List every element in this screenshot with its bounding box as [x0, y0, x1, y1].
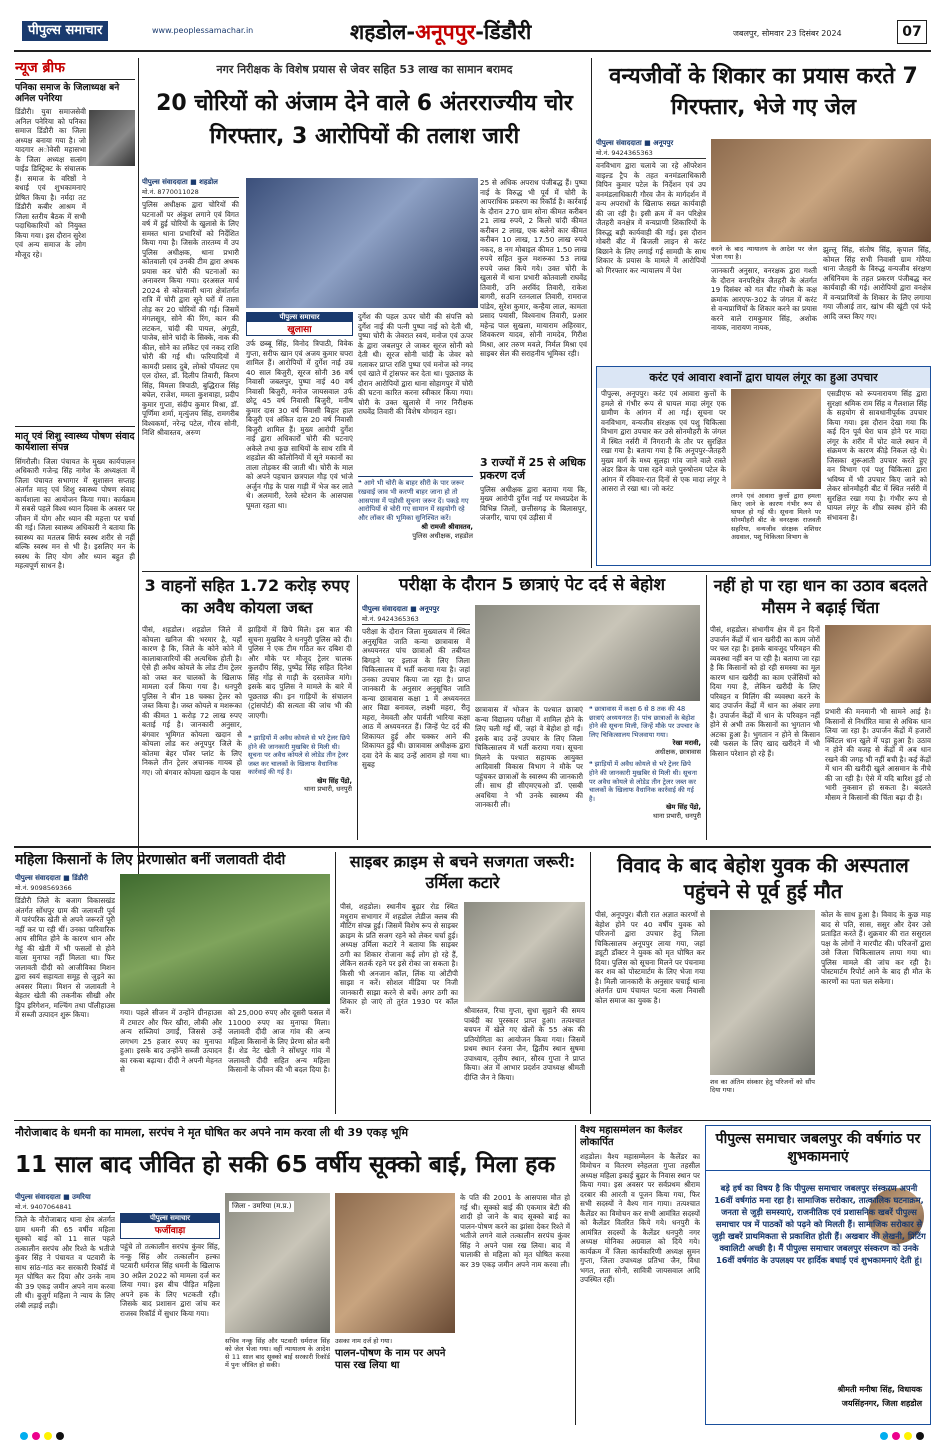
story-1-badge: पीपुल्स समाचार खुलासा [246, 312, 353, 336]
story-7-col-2: को 25,000 रुपए और दूसरी फसल में 11000 रुपए का मुनाफा मिला। जलावती दीदी आज गांव की अन्य महिला किसानों के लिए प्रेरणा स्रोत बनी हैं। शेड नेट खेती ने सोंधपुर गांव में जलावती दीदी सहित अन्य महिला किसानों के जीवन की भी बदल दिया है। [228, 1008, 330, 1074]
story-10-photo-2 [335, 1193, 455, 1333]
greeting-body: बड़े हर्ष का विषय है कि पीपुल्स समाचार जबलपुर संस्करण अपनी 16वीं वर्षगांठ मना रहा है। सामाजिक सरोकार, तात्कालिक घटनाक्रम, जनता से जुड़ी समस्याएं, राजनीतिक एवं प्रशासनिक खबरें पीपुल्स समाचार पत्र में पाठकों को पढ़ने को मिलती हैं। सामाजिक सरोकार से जुड़ी खबरें प्राथमिकता से प्रकाशित होती हैं। अखबार की लेखनी, प्रिंटिंग क्वालिटी अच्छी है। मैं पीपुल्स समाचार जबलपुर संस्करण को उनके 16वीं वर्षगांठ के उपलक्ष्य पर हार्दिक बधाई एवं शुभकामनाएं देती हूं। [712, 1183, 926, 1266]
story-9 [595, 852, 931, 1114]
quote-icon: ❝ [589, 705, 595, 713]
story-10-caption-2: उसका नाम दर्ज हो गया। [335, 1337, 393, 1345]
quote-icon: ❝ [248, 734, 254, 742]
story-4-quote-title: थाना प्रभारी, धनपुरी [304, 785, 352, 794]
registration-mark [56, 1432, 64, 1440]
brief-1-body: डिंडौरी। युवा समाजसेवी अनिल पनेरिया को पनिका समाज डिंडौरी का जिला अध्यक्ष बनाया गया है। जो यादगार अोवेसी महासभा के जिला अध्यक्ष सत्संग पाईड डिस्ट्रिक्ट के संचालक हैं। समाज के वरिष्ठों ने बधाई एवं शुभकामनाएं प्रेषित किया है। नर्मदा तट डिंडौरी कबीर आश्रम में जिला स्तरीय बैठक में सभी पदाधिकारियों को नियुक्त किया गया। इस दौरान सुरेश एवं अन्य समाज के लोग मौजूद रहे। [15, 107, 86, 259]
story-9-col-2: कोल के साथ हुआ है। विवाद के कुछ माह बाद से पति, सास, ससुर और देवर उसे प्रताड़ित करते हैं। शुक्रवार की रात ससुराल पक्ष के लोगों ने मारपीट की। परिजनों द्वारा उसे जिला चिकित्सालय लाया गया था। पुलिस मामले की जांच कर रही है। पोस्टमार्टम रिपोर्ट आने के बाद ही मौत के कारणों का पता चल सकेगा। [821, 910, 931, 986]
story-10-headline: 11 साल बाद जीवित हो सकी 65 वर्षीय सूक्को बाई, मिला हक [15, 1152, 556, 1178]
story-10-caption-1: सचिव नन्कू सिंह और पटवारी धर्मराज सिंह को जेल भेजा गया। वहीं न्यायालय के आदेश से 11 साल बाद सूक्को बाई सरकारी रिकॉर्ड में पुनः जीवित हो सकी। [225, 1337, 330, 1370]
greeting-sign-name: श्रीमती मनीषा सिंह, विधायक [837, 1385, 922, 1394]
story-8 [340, 852, 585, 1114]
greeting-sign-place: जयसिंहनगर, जिला शहडोल [841, 1399, 922, 1408]
story-3-headline: करंट एवं आवारा श्वानों द्वारा घायल लंगूर का हुआ उपचार [597, 367, 930, 388]
story-3-col-1: पीपुल्स, अनूपपुर। करंट एवं आवारा कुत्तों के हमले से गंभीर रूप से घायल मादा लंगूर एक ग्रामीण के आंगन में आ गई। सूचना पर वनविभाग, वन्यजीव संरक्षक एवं पशु चिकित्सा विभाग द्वारा उपचार कर उसे सोनमौहरी के जंगल में स्थित नर्सरी में निगरानी के तौर पर सुरक्षित रखा गया है। बताया गया है कि अनूपपुर-जैतहरी मुख्य मार्ग के मध्य सुलहा गांव जाने वाले रास्ते अंडर ब्रिज के पास रहने वाले पुरुषोत्तम पटेल के आंगन में रविवार-रात दिनों से एक मादा लंगूर ने आसरा ले रखा था। जो करंट [601, 389, 726, 493]
registration-mark [880, 1432, 888, 1440]
story-6-photo [825, 625, 931, 703]
section-title-1: शहडोल- [350, 20, 416, 44]
story-7-headline: महिला किसानों के लिए प्रेरणास्रोत बनीं जलावती दीदी [15, 852, 286, 868]
story-10-byline: पीपुल्स संवाददाता ■ उमरिया मो.नं. 9407064841 [15, 1193, 115, 1213]
story-1-col-4: 25 से अधिक अपराध पंजीबद्ध हैं। पुष्पा नाई के विरुद्ध भी पूर्व में चोरी के आपराधिक प्रकरण का रिकॉर्ड है। कार्रवाई के दौरान 270 ग्राम सोना कीमत करीबन 21 लाख रुपये, 2 किलो चांदी कीमत करीबन 2 लाख, एक बलेनो कार कीमत करीबन 10 लाख, 17.50 लाख रुपये नकद, 8 नग मोबाइल कीमत 1.50 लाख रुपये सहित कुल मशरूका 53 लाख रुपये जब्त किये गये। उक्त चोरी के खुलासे में थाना प्रभारी कोतवाली राघवेंद्र तिवारी, उनि अरविंद तिवारी, राकेश बागरी, सउनि रतनलाल तिवारी, रामराज पांडेय, सुरेश कुमार, कन्हैया लाल, कामता प्रसाद पयासी, विश्वनाथ तिवारी, प्रआर महेन्द्र पाल सुखला, मायाराम अहिरवार, शिवकरण यादव, सोनी नामदेव, गिरीश मिश्रा, आर तरुण मवले, निर्मल मिश्रा एवं साइबर सेल की सराहनीय भूमिका रही। [480, 178, 587, 358]
brief-1-title: पनिका समाज के जिलाध्यक्ष बने अनिल पनेरिया [15, 83, 120, 104]
registration-mark [916, 1432, 924, 1440]
story-1-kicker: नगर निरीक्षक के विशेष प्रयास से जेवर सहित 53 लाख का सामान बरामद [216, 63, 513, 76]
story-5-col-1: परीक्षा के दौरान जिला मुख्यालय में स्थित अनुसूचित जाति कन्या छात्रावास में अध्ययनरत पांच छात्राओं की तबीयत बिगड़ने पर इलाज के लिए जिला चिकित्सालय में भर्ती कराया गया है। जहां उनका उपचार किया जा रहा है। प्राप्त जानकारी के अनुसार अनुसूचित जाति कन्या छात्रावास कक्षा 1 में अध्ययनरत आर विद्या बनावल, लक्ष्मी महरा, रीतू महरा, नेमवती और पार्वती भारिया कक्षा आठ में अध्ययनरत हैं। जिन्हें पेट दर्द की शिकायत हुई और चक्कर आने की शिकायत हुई थी। छात्रावास अधीक्षक द्वारा दवा देने के बाद उन्हें आराम हो गया था। सुबह [362, 627, 470, 769]
dateline: जबलपुर, सोमवार 23 दिसंबर 2024 [733, 29, 842, 38]
story-3-col-2: एसडीएफ को रूपनारायण सिंह द्वारा सुरक्षा श्रमिक राम सिंह व गैलशाल सिंह के सहयोग से सावधानीपूर्वक उपचार किया गया। इस दौरान देखा गया कि कई दिन पूर्व घेरा घाव होने पर मादा लंगूर के शरीर में चोट वाले स्थान में संक्रमण के कारण कीड़े निकल रहे थे। जिसका शुरूआती उपचार करते हुए वन विभाग एवं पशु चिकित्सा द्वारा भविष्य में भी उपचार किए जाने को लेकर सोनमौहरी बीट में स्थित नर्सरी में सुरक्षित रखा गया है। गंभीर रूप से घायल लंगूर के शीघ्र स्वस्थ होने की संभावना है। [827, 389, 927, 522]
story-1-col-2: उर्फ छब्बू सिंह, विनोद त्रिपाठी, विवेक गुप्ता, सरीफ खान एवं अजय कुमार चपरा शामिल हैं। आरोपियों में दुर्गेश नाई उम्र 40 साल बिजुरी, सूरज सोनी 36 वर्ष निवासी जबलपुर, पुष्पा नाई 40 वर्ष निवासी बिजुरी, मनोज जायसवाल उर्फ छोटू 45 वर्ष निवासी बिजुरी, मनीष कुमार दास 30 वर्ष निवासी बिहार हाल बिजुरी एवं अंकित दास 20 वर्ष निवासी बिजुरी शामिल हैं। मुख्य आरोपी दुर्गेश नाई द्वारा अधिकारोंं चोरी की घटनाएं अकेले तथा कुछ साथियों के साथ रात्रि में शहडोल की कॉलोनियों में सूने मकानों का ताला तोड़कर की जाती थी। चोरी के माल को अपने पहचान छत्रपाल गौड़ एवं भांजे अर्जुन गौड़ के पास गाड़ी में भेज कर लाते थे। अलमारी, रेलवे स्टेशन के आसपास घूमता रहता था। [246, 339, 353, 510]
story-10-kicker: नौरोजाबाद के धमनी का मामला, सरपंच ने मृत घोषित कर अपने नाम करवा ली थी 39 एकड़ भूमि [15, 1126, 409, 1139]
story-10-subhead: पालन-पोषण के नाम पर अपने पास रख लिया था [335, 1348, 446, 1371]
story-10-col-3: के पति की 2001 के आसपास मौत हो गई थी। सूक्को बाई की एकमात्र बेटी की शादी हो जाने के बाद सूक्को बाई का पालन-पोषण करने का झांसा देकर रिश्ते में भतीजे लगने वाले तत्कालीन सरपंच कुंवर सिंह ने अपने पास रख लिया। बाद में चालाकी से महिला को मृत घोषित करवा कर 39 एकड़ जमीन अपने नाम करवा ली। [460, 1193, 570, 1269]
story-1-headline: 20 चोरियों को अंजाम देने वाले 6 अंतरराज्यीय चोर गिरफ्तार, 3 आरोपियों की तलाश जारी [156, 91, 573, 149]
story-5-photo [475, 605, 700, 701]
story-4-col-1: पीसं, शहडोल। शहडोल जिले में कोयला खनिज की भरमार है, यहाँ कारण है कि, जिले के कोने कोने में कालाबाजारियों की अत्यधिक होती है। ऐसे ही अवैध कोयले के लोड टीम ट्रेलर को जब्त कर चालकों के खिलाफ मामला दर्ज किया गया है। धनपुरी पुलिस ने बीन 18 चक्का ट्रेलर को जब्त किया है। जब्त कोयले व मशरूका की कीमत 1 करोड़ 72 लाख रुपए बताई गई है। जानकारी अनुसार, बंगवार भूमिगत कोयला खदान से कोयला लोड कर अनूपपुर जिले के कोतमा बेहर पॉवर प्लांट के लिए निकले तीन ट्रेलर अचानक गायब हो गए। जो बंगवार कोयला खदान के पास [142, 625, 242, 777]
story-1-quote-title: पुलिस अधीक्षक, शहडोल [412, 531, 473, 540]
story-5-quote: ❝ छात्रावास में कक्षा 6 से 8 तक की 48 छात्राएं अध्ययनरत हैं। पांच छात्राओं के बेहोश होने की सूचना मिली, जिन्हें मौके पर उपचार के लिए चिकित्सालय भिजवाया गया। रेखा मरावी, अधीक्षक, छात्रावास [589, 705, 701, 756]
story-9-photo [710, 910, 815, 1075]
story-10-badge: पीपुल्स समाचार फर्जीवाड़ा [120, 1213, 220, 1239]
story-5b-quote-name: खेम सिंह पेंद्रो, [665, 803, 701, 812]
story-5-byline: पीपुल्स संवाददाता ■ अनूपपुर मो.नं. 9424365363 [362, 605, 470, 625]
story-1-quote-name: श्री रामजी श्रीवास्तव, [421, 523, 473, 532]
story-1-photo [246, 178, 478, 308]
story-11-headline: वैश्य महासम्मेलन का कैलेंडर लोकार्पित [580, 1125, 683, 1148]
story-5-quote-title: अधीक्षक, छात्रावास [654, 747, 701, 756]
story-1-byline: पीपुल्स संवाददाता ■ शहडोल मो.नं. 8770011028 [142, 178, 239, 198]
story-7 [15, 852, 330, 1114]
registration-mark [904, 1432, 912, 1440]
story-4-col-2: झाड़ियों में छिपे मिले। इस बात की सूचना मुखबिर ने धनपुरी पुलिस को दी। पुलिस ने एक टीम गठित कर दबिश दी और मौके पर मौजूद ट्रेलर चालक कुलदीप सिंह, पुष्पेंद्र सिंह सहित दिनेश सिंह गोंड़ से गाड़ी के दस्तावेज मांगे। इसके बाद पुलिस ने मामले के बारे में पूछताछ की। इन गाड़ियों के संचालन (ट्रांसपोर्ट) की सत्यता की जांच भी की जाएगी। [248, 625, 352, 720]
story-3-caption: लगने एवं आवारा कुत्तों द्वारा हमला किए जाने के कारण गंभीर रूप से घायल हो गई थी। सूचना मिलने पर सोनमौहरी बीट के वनरक्षक राजवती सहरिया, वन्यजीव संरक्षक शशिधर अग्रवाल, पशु चिकित्सा विभाग के [731, 492, 821, 541]
story-7-col-1: डिंडौरी जिले के बजाग विकासखंड अंतर्गत सोंधपुर ग्राम की जलावती पूर्व में पारंपरिक खेती से अपने जरूरतें पूरी नहीं कर पा रही थीं। उनका पारिवारिक आय सीमित होने के कारण धान और गेहूं की खेती में भी फसलों से होने वाला मुनाफा नहीं मिलता था। फिर जलावती दीदी को आजीविका मिशन द्वारा स्वयं सहायता समूह से जुड़ने का अवसर मिला। मिशन से जलावती ने बेहतर खेती की तकनीक सीखी और ड्रिप इरिगेशन, मल्चिंग तथा पॉलीहाउस में सब्जी उत्पादन शुरू किया। [15, 896, 115, 1019]
story-1-side-body: पुलिस अधीक्षक द्वारा बताया गया कि, मुख्य आरोपी दुर्गेश नाई पर मध्यप्रदेश के विभिन्न जिलों, छत्तीसगढ़ के बिलासपुर, जंजगीर, चापा एवं उड़ीसा में [480, 484, 587, 523]
logo: पीपुल्स समाचार [22, 21, 108, 41]
story-6-col-2: प्रभारी की मनमानी भी सामने आई है। किसानों से निर्धारित मात्रा से अधिक धान लिया जा रहा है। उपार्जन केंद्रों में हजारों क्विंटल धान खुले में पड़ा हुआ है। उठाव न होने की वजह से केंद्रों में अब धान रखने की जगह भी नहीं बची है। कई केंद्रों में धान की खरीदी खुले आसमान के नीचे की जा रही है। ऐसे में यदि बारिश हुई तो भारी नुकसान हो सकता है। बदलते मौसम ने किसानों की चिंता बढ़ा दी है। [825, 707, 931, 802]
story-7-caption: गया। पहले सीजन में उन्होंने ग्रीनहाउस में टमाटर और फिर खीरा, लौकी और अन्य सब्जियां उगाईं, जिससे उन्हें लगभग 25 हजार रुपए का मुनाफा हुआ। इसके बाद उन्होंने सब्जी उत्पादन का रकबा बढ़ाया। दीदी ने अपनी मेहनत से [120, 1008, 222, 1074]
story-5-col-2: छात्रावास में भोजन के पश्चात छात्राएं कन्या विद्यालय परीक्षा में शामिल होने के लिए चली गई थीं, जहां वे बेहोश हो गईं। इसके बाद उन्हें उपचार के लिए जिला चिकित्सालय में भर्ती कराया गया। सूचना मिलने के पश्चात सहायक आयुक्त आदिवासी विकास विभाग ने मौके पर पहुंचकर छात्राओं के स्वास्थ्य की जानकारी ली। साथ ही सीएमएचओ डॉ. एसबी अवधिया ने भी उनके स्वास्थ्य की जानकारी ली। [475, 705, 583, 809]
story-5b-quote: ❝ झाड़ियों में अवैध कोयले से भरे ट्रेलर छिपे होने की जानकारी मुखबिर से मिली थी। सूचना पर अवैध कोयले से लोडेड तीन ट्रेलर जब्त कर चालकों के खिलाफ वैधानिक कार्रवाई की गई है। खेम सिंह पेंद्रो, थाना प्रभारी, धनपुरी [589, 760, 701, 820]
story-10-photo-1 [225, 1193, 330, 1333]
section-title [350, 18, 531, 46]
story-1-col-3: दुर्गेश की पहल ऊपर चोरी की संपत्ति को दुर्गेश नाई की पत्नी पुष्पा नाई को देती थी, पुष्पा चोरी के जेवरात स्वयं, मनोज एवं ऊपर के द्वारा जबलपुर ले जाकर सूरज सोनी को देती थी। सूरज सोनी चांदी के जेवर को गलाकर प्राप्त राशि पुष्पा एवं मनोज को नगद एवं खाते में ट्रांसफर कर देता था। पूछताछ के दौरान आरोपियों द्वारा थाना सोहागपुर में चोरी की घटना कारित करना स्वीकार किया गया। चोरी के उक्त खुलासे में नगर निरीक्षक राघवेंद्र तिवारी की विशेष योगदान रहा। [358, 312, 473, 416]
greeting-box [705, 1125, 931, 1425]
story-10 [15, 1125, 570, 1425]
story-1 [142, 62, 587, 567]
story-5b-quote-title: थाना प्रभारी, धनपुरी [653, 811, 701, 820]
story-4-quote: ❝ झाड़ियों में अवैध कोयले से भरे ट्रेलर छिपे होने की जानकारी मुखबिर से मिली थी। सूचना पर अवैध कोयले से लोडेड तीन ट्रेलर जब्त कर चालकों के खिलाफ वैधानिक कार्रवाई की गई है। खेम सिंह पेंद्रो, थाना प्रभारी, धनपुरी [248, 734, 352, 794]
brief-2-title: मातृ एवं शिशु स्वास्थ्य पोषण संवाद कार्यशाला संपन्न [15, 431, 135, 454]
story-1-side-subhead: 3 राज्यों में 25 से अधिक प्रकरण दर्ज [480, 456, 586, 482]
story-10-photo-label: जिला - उमरिया (म.प्र.) [229, 1201, 294, 1212]
brief-1-photo [89, 110, 135, 166]
story-5 [362, 575, 702, 840]
story-8-headline: साइबर क्राइम से बचने सजगता जरूरी: उर्मिला कटारे [349, 852, 576, 892]
quote-icon: ❝ [589, 760, 595, 769]
registration-mark [44, 1432, 52, 1440]
story-10-col-2: पहुंचे तो तत्कालीन सरपंच कुंवर सिंह, नन्कू सिंह और तत्कालीन हल्का पटवारी धर्मराज सिंह धमनी के खिलाफ 30 अप्रैल 2022 को मामला दर्ज कर लिया गया। इस बीच पीड़ित महिला अपने हक के लिए भटकती रही। जिसके बाद प्रशासन द्वारा जांच कर राजस्व रिकॉर्ड में सुधार किया गया। [120, 1242, 220, 1318]
story-9-caption: शव का अंतिम संस्कार हेतु परिजनों को सौंप दिया गया। [710, 1078, 815, 1095]
story-4-headline: 3 वाहनों सहित 1.72 करोड़ रुपए का अवैध कोयला जब्त [144, 576, 350, 617]
section-title-3: -डिंडौरी [475, 20, 532, 44]
story-11 [580, 1125, 700, 1425]
story-8-col-2: श्रीवास्तव, रिचा गुप्ता, सुधा सुहाने की समय पाबंदी का पुरस्कार प्राप्त हुआ। तत्पश्चात बचपन में खेले गए खेलों के 55 अंक की प्रतियोगिता का आयोजन किया गया। जिसमें प्रथम स्थान रंजना जैन, द्वितीय स्थान सुषमा उपाध्याय, तृतीय स्थान, सौरव गुप्ता ने प्राप्त किया। अंत में आभार प्रदर्शन उपाध्यक्ष श्रीमती दीप्ति जैन ने किया। [464, 1006, 585, 1082]
story-8-col-1: पीसं, शहडोल। स्थानीय बुढ़ार रोड स्थित मधुराम सभागार में शहडोल लेडीज क्लब की मीटिंग संपन्न हुई। जिसमें विशेष रूप से साइबर क्राइम के प्रति सजग रहने को लेकर चर्चा हुई। अध्यक्ष उर्मिला कटारे ने बताया कि साइबर ठगी का शिकार रोजाना कई लोग हो रहे हैं, लेकिन सतर्क रहने पर इसे रोका जा सकता है। किसी भी अनजान कॉल, लिंक या ओटीपी साझा न करें। सोशल मीडिया पर निजी जानकारी साझा करने से बचें। अगर ठगी का शिकार हो जाएं तो तुरंत 1930 पर कॉल करें। [340, 902, 458, 1016]
story-3 [596, 366, 931, 566]
story-7-byline: पीपुल्स संवाददाता ■ डिंडौरी मो.नं. 9098569366 [15, 874, 115, 894]
story-1-quote: ❝ आगे भी चोरी के बाहर सीरी के पार जरूर रखवाई जाव भी करणी बाहर जाना हो तो आसपास में पड़ोसी सूचना जरूर दें। पकड़े गए आरोपियों से चोरी गए सामान में सहयोगी रहे और लॉकर की भूमिका सुनिश्चित करें। श्री रामजी श्रीवास्तव, पुलिस अधीक्षक, शहडोल [358, 476, 473, 541]
news-brief [15, 58, 135, 903]
story-5-quote-name: रेखा मरावी, [672, 739, 701, 748]
story-3-photo [731, 389, 821, 489]
page-number: 07 [897, 20, 927, 44]
story-9-headline: विवाद के बाद बेहोश युवक की अस्पताल पहुंचने से पूर्व हुई मौत [617, 853, 909, 903]
brief-2-body: सिंगरौली। जिला पंचायत के मुख्य कार्यपालन अधिकारी गजेन्द्र सिंह नागेश के अध्यक्षता में जिला पंचायत सभागार में सुशासन सप्ताह अंतर्गत मातृ एवं शिशु स्वास्थ्य पोषण संवाद कार्यशाला का आयोजन किया गया। कार्यक्रम में सबसे पहले विश्व ध्यान दिवस के अवसर पर जीवन में योग और ध्यान की महत्ता पर चर्चा की गई। जिला स्वास्थ्य अधिकारी ने बताया कि स्वास्थ्य का मतलब सिर्फ स्वस्थ शरीर से नहीं बल्कि स्वस्थ मन से भी है। इसलिए मन के स्वस्थ के लिए योग और ध्यान बहुत ही महत्वपूर्ण साधन है। [15, 456, 135, 571]
story-4 [142, 575, 352, 840]
registration-mark [892, 1432, 900, 1440]
story-2-col-1: वनविभाग द्वारा चलाये जा रहे ऑपरेशन वाइल्ड ट्रैप के तहत वनमंडलाधिकारी विपिन कुमार पटेल के निर्देशन एवं उप वनमंडलाधिकारी गौरव जैन के मार्गदर्शन में वन्य अपराधों के खिलाफ सख्त कार्यवाही की जा रही है। इसी क्रम में वन परिक्षेत्र जैतहरी वनक्षेत्र में वन्यप्राणी शिकारियों के विरुद्ध बड़ी कार्यवाही की गई। इस दौरान गोबरी बीट में बिजली लाइन से करंट बिछाने के लिए लगाई गई सामग्री के साथ शिकार के प्रयास के मामले में आरोपियों को गिरफ्तार कर न्यायालय में पेश [596, 161, 706, 275]
news-brief-tag: न्यूज ब्रीफ [15, 60, 65, 76]
story-6 [710, 575, 931, 840]
story-8-photo [464, 902, 585, 1002]
story-6-col-1: पीसं, शहडोल। संभागीय क्षेत्र में इन दिनों उपार्जन केंद्रों में धान खरीदी का काम जोरों पर चल रहा है। इसके बावजूद परिवहन की व्यवस्था नहीं बन पा रही है। बताया जा रहा है कि किसानों को हो रही समस्या का मूल कारण धान खरीदी का काम एजेंसियों को दिया गया है, लेकिन खरीदी के लिए परिवहन व मिलिंग की व्यवस्था करने के बाद उपार्जन केंद्रों में धान का अंबार लगा है। उपार्जन केंद्रों में धान के परिवहन नहीं होने से अभी तक किसानों का भुगतान भी अटका हुआ है। भुगतान न होने से किसान रबी फसल के लिए खाद खरीदने में भी किसान परेशान हो रहे हैं। [710, 625, 820, 758]
story-2-col-2: जानकारी अनुसार, वनरक्षक द्वारा गश्ती के दौरान वनपरिक्षेत्र जैतहरी के अंतर्गत 19 दिसंबर को गत बीट गोबरी के कक्ष क्रमांक आरएफ-302 के जंगल में करंट से वन्यप्राणियों के शिकार करने का प्रयास करने वाले रामकुमार सिंह, अशोक नायक, नारायण नायक, [711, 266, 817, 333]
story-2-photo [711, 139, 931, 242]
story-2-headline: वन्यजीवों के शिकार का प्रयास करते 7 गिरफ्तार, भेजे गए जेल [609, 64, 918, 120]
story-7-photo [120, 874, 330, 1004]
story-11-body: शहडोल। वैश्य महासम्मेलन के कैलेंडर का विमोचन व वितरण स्नेहलता गुप्ता तहसील अध्यक्ष महिला इकाई बुढ़ार के निवास स्थान पर किया गया। इस अवसर पर सर्वप्रथम श्रीराम दरबार की आरती व पूजन किया गया, फिर सभी सदस्यों ने वैश्य गान गाया। तत्पश्चात कैलेंडर का विमोचन कर सभी आमंत्रित सदस्यों को कैलेंडर वितरित किये गये। धनपुरी के आमंत्रित सदस्यों के कैलेंडर धनपुरी नगर अध्यक्ष मोनिका अग्रवाल को दिये गये। कार्यक्रम में जिला कार्यकारिणी अध्यक्ष सुमन गुप्ता, जिला उपाध्यक्ष प्रतिभा जैन, विधा भगत, लता सोनी, सावित्री जायसवाल आदि उपस्थित रहीं। [580, 1151, 700, 1285]
registration-mark [32, 1432, 40, 1440]
section-title-2: अनूपपुर [415, 20, 476, 44]
story-2-col-3: झुल्लू सिंह, संतोष सिंह, कृपाल सिंह, कोमल सिंह सभी निवासी ग्राम गोरैया थाना जैतहरी के विरुद्ध वन्यजीव संरक्षण अधिनियम के तहत प्रकरण पंजीबद्ध कर कार्यवाही की गई। आरोपियों द्वारा वनक्षेत्र में वन्यप्राणियों के शिकार के लिए लगाया गया जीआई तार, खांभ की खूंटी एवं फंदे आदि जब्त किए गए। [823, 245, 931, 321]
story-4-quote-name: खेम सिंह पेंद्रो, [316, 776, 352, 785]
story-10-col-1: जिले के नौरोजाबाद थाना क्षेत्र अंतर्गत ग्राम धमनी की 65 वर्षीय महिला सूक्को बाई को 11 साल पहले तत्कालीन सरपंच और रिश्ते के भतीजे कुंवर सिंह ने पंचायत व पटवारी के साथ सांठ-गांठ कर सरकारी रिकॉर्ड में मृत घोषित कर दिया और उनके नाम की 39 एकड़ जमीन अपने नाम करवा ली थी। बुजुर्ग महिला ने न्याय के लिए लंबी लड़ाई लड़ी। [15, 1215, 115, 1310]
story-2-byline: पीपुल्स संवाददाता ■ अनूपपुर मो.नं. 9424365363 [596, 139, 706, 159]
story-6-headline: नहीं हो पा रहा धान का उठाव बदलते मौसम ने बढ़ाई चिंता [713, 576, 928, 617]
story-1-col-1: पुलिस अधीक्षक द्वारा चोरियों की घटनाओं पर अंकुश लगाने एवं विगत वर्ष में हुई चोरियों के खुलासे के लिए समस्त थाना प्रभारियों को निर्देशित किया गया है। जिसके तारतम्य में उप पुलिस अधीक्षक, थाना प्रभारी कोतवाली एवं उनकी टीम द्वारा अथक प्रयास कर चोरी की घटनाओं का अनावरण किया गया। दरअसल मार्च 2024 से कोतवाली थाना क्षेत्रांतर्गत रात्रि में चोरी द्वारा सूने घरों में ताला तोड़ कर 20 चोरियों की गई। जिसमें मंगलसूत्र, सोने की रिंग, कान की लटकन, चांदी की पायल, अंगूठी, पाजेब, सोने चांदी के सिक्के, नाक की कील, सोने का लॉकेट एवं नकद राशि चोरी की गई थी। फरियादियों में कामदी प्रसाद दुबे, लोको पॉयलट एम एल दोस्त, डॉ. दिलीप तिवारी, किरण सिंह, विमला त्रिपाठी, बुद्धिराज सिंह बघेल, राजेश, ममता कुशवाहा, प्रदीप कुमार गुप्ता, संदीप कुमार मिश्रा, डॉ. पूर्णिमा शर्मा, मृत्युंजय सिंह, रामगरीब विश्वकर्मा, नरेन्द्र पटेल, गौरव सोनी, निशि श्रीवास्तव, अरुण [142, 200, 239, 437]
website[interactable]: www.peoplessamachar.in [152, 26, 254, 35]
greeting-title: पीपुल्स समाचार जबलपुर की वर्षगांठ पर शुभकामनाएं [706, 1126, 930, 1171]
masthead [0, 18, 945, 46]
story-9-col-1: पीसं, अनूपपुर। बीती रात अज्ञात कारणों से बेहोश होने पर 40 वर्षीय युवक को परिजनों द्वारा उपचार हेतु जिला चिकित्सालय अनूपपुर लाया गया, जहां ड्यूटी डॉक्टर ने युवक को मृत घोषित कर दिया। पुलिस को सूचना मिलने पर पंचनामा कर शव को पोस्टमार्टम के लिए भेजा गया है। मिली जानकारी के अनुसार चचाई थाना अंतर्गत ग्राम पंचायत पटना कला निवासी कोल समाज का युवक है। [595, 910, 705, 1005]
story-2 [596, 62, 931, 362]
quote-icon: ❝ [358, 479, 364, 487]
story-2-caption: करने के बाद न्यायालय के आदेश पर जेल भेजा गया है। [711, 245, 817, 264]
registration-mark [20, 1432, 28, 1440]
registration-marks [0, 1432, 945, 1442]
story-5-headline: परीक्षा के दौरान 5 छात्राएं पेट दर्द से बेहोश [398, 575, 666, 595]
